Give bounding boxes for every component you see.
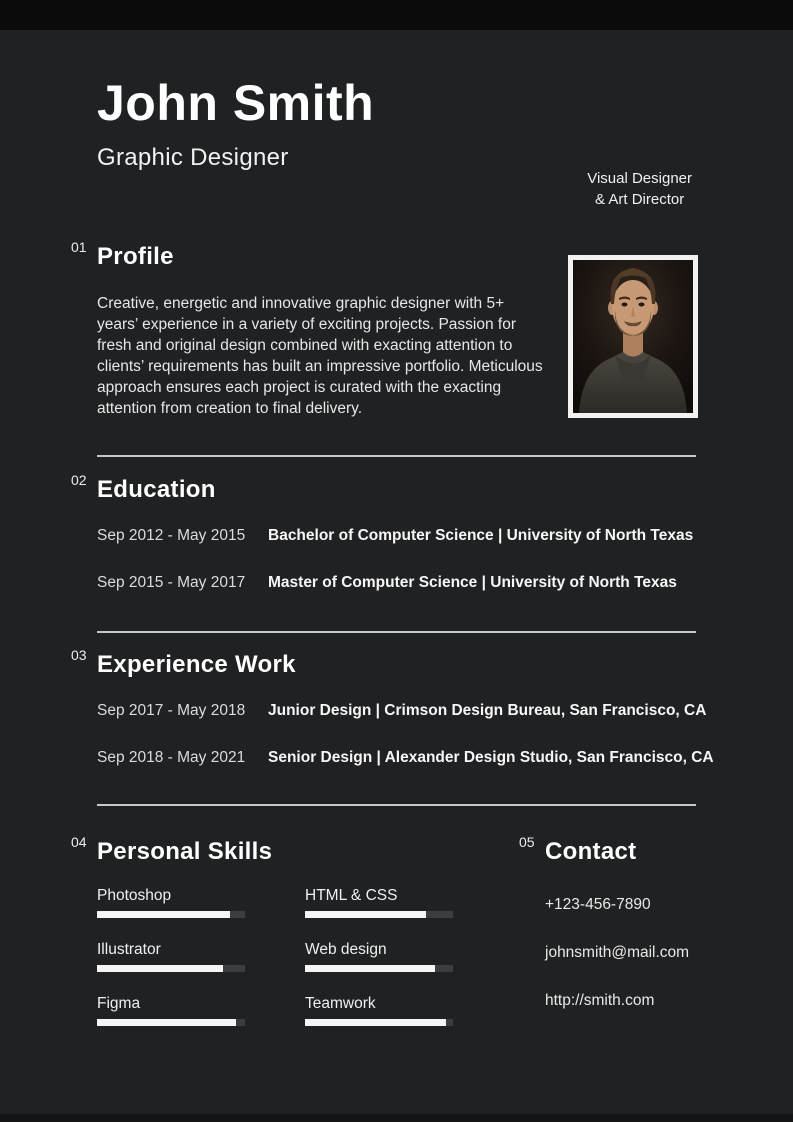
section-title-contact: Contact [545, 838, 637, 865]
skill-bar-track [97, 965, 245, 972]
experience-description: Junior Design | Crimson Design Bureau, San Francisco, CA [268, 702, 707, 719]
skill-label: Illustrator [97, 941, 161, 958]
section-title-experience: Experience Work [97, 651, 296, 678]
divider [97, 804, 696, 806]
skill-item [97, 887, 245, 918]
experience-dates: Sep 2017 - May 2018 [97, 702, 246, 719]
skill-bar-fill [97, 1019, 236, 1026]
skill-item [305, 887, 453, 918]
skill-bar-fill [305, 911, 426, 918]
section-skills [71, 834, 453, 1026]
contact-phone: +123-456-7890 [545, 896, 651, 913]
experience-description: Senior Design | Alexander Design Studio, San Francisco, CA [268, 749, 714, 766]
page-title: John Smith [97, 75, 375, 131]
skill-label: Teamwork [305, 995, 376, 1012]
section-contact [519, 834, 690, 1010]
education-dates: Sep 2012 - May 2015 [97, 527, 246, 544]
skill-item [97, 941, 245, 972]
section-title-skills: Personal Skills [97, 838, 273, 865]
divider [97, 631, 696, 633]
contact-email: johnsmith@mail.com [545, 944, 690, 961]
skill-item [305, 941, 453, 972]
education-dates: Sep 2015 - May 2017 [97, 574, 246, 591]
tagline [587, 168, 692, 210]
experience-dates: Sep 2018 - May 2021 [97, 749, 246, 766]
section-number: 03 [71, 647, 87, 663]
skill-bar-track [97, 911, 245, 918]
section-title-profile: Profile [97, 243, 174, 270]
portrait-photo-illustration [573, 260, 693, 413]
skill-bar-track [305, 965, 453, 972]
section-number: 02 [71, 472, 87, 488]
section-number: 05 [519, 834, 535, 850]
bottom-border-band [0, 1114, 793, 1122]
skill-item [305, 995, 453, 1026]
education-description: Master of Computer Science | University of North Texas [268, 574, 677, 591]
education-row [97, 527, 693, 545]
education-row [97, 574, 693, 592]
section-experience [71, 647, 714, 796]
tagline-line-1: Visual Designer [587, 170, 692, 187]
skill-bar-fill [97, 965, 223, 972]
skill-label: HTML & CSS [305, 887, 398, 904]
section-number: 04 [71, 834, 87, 850]
experience-row [97, 702, 714, 720]
skill-label: Web design [305, 941, 387, 958]
skill-bar-track [305, 1019, 453, 1026]
contact-website: http://smith.com [545, 992, 655, 1009]
tagline-line-2: & Art Director [595, 191, 685, 208]
section-number: 01 [71, 239, 87, 255]
section-profile [71, 239, 545, 419]
skill-bar-fill [305, 1019, 446, 1026]
skill-item [97, 995, 245, 1026]
section-title-education: Education [97, 476, 216, 503]
experience-row [97, 749, 714, 767]
skill-bar-fill [97, 911, 230, 918]
portrait-photo [568, 255, 698, 418]
education-description: Bachelor of Computer Science | University of North Texas [268, 527, 694, 544]
top-border-band [0, 0, 793, 30]
header [97, 76, 374, 172]
skill-bar-fill [305, 965, 435, 972]
section-education [71, 472, 694, 621]
skill-label: Figma [97, 995, 141, 1012]
skill-bar-track [305, 911, 453, 918]
skill-bar-track [97, 1019, 245, 1026]
divider [97, 455, 696, 457]
job-role: Graphic Designer [97, 144, 289, 171]
profile-text: Creative, energetic and innovative graphic designer with 5+ years’ experience in a variety of exciting projects. Passion for fresh and original design combined with exacting attention to clients’ requirements has built an impressive portfolio. Meticulous approach ensures each project is curated with the exacting attention from creation to final delivery. [97, 295, 543, 417]
skill-label: Photoshop [97, 887, 172, 904]
